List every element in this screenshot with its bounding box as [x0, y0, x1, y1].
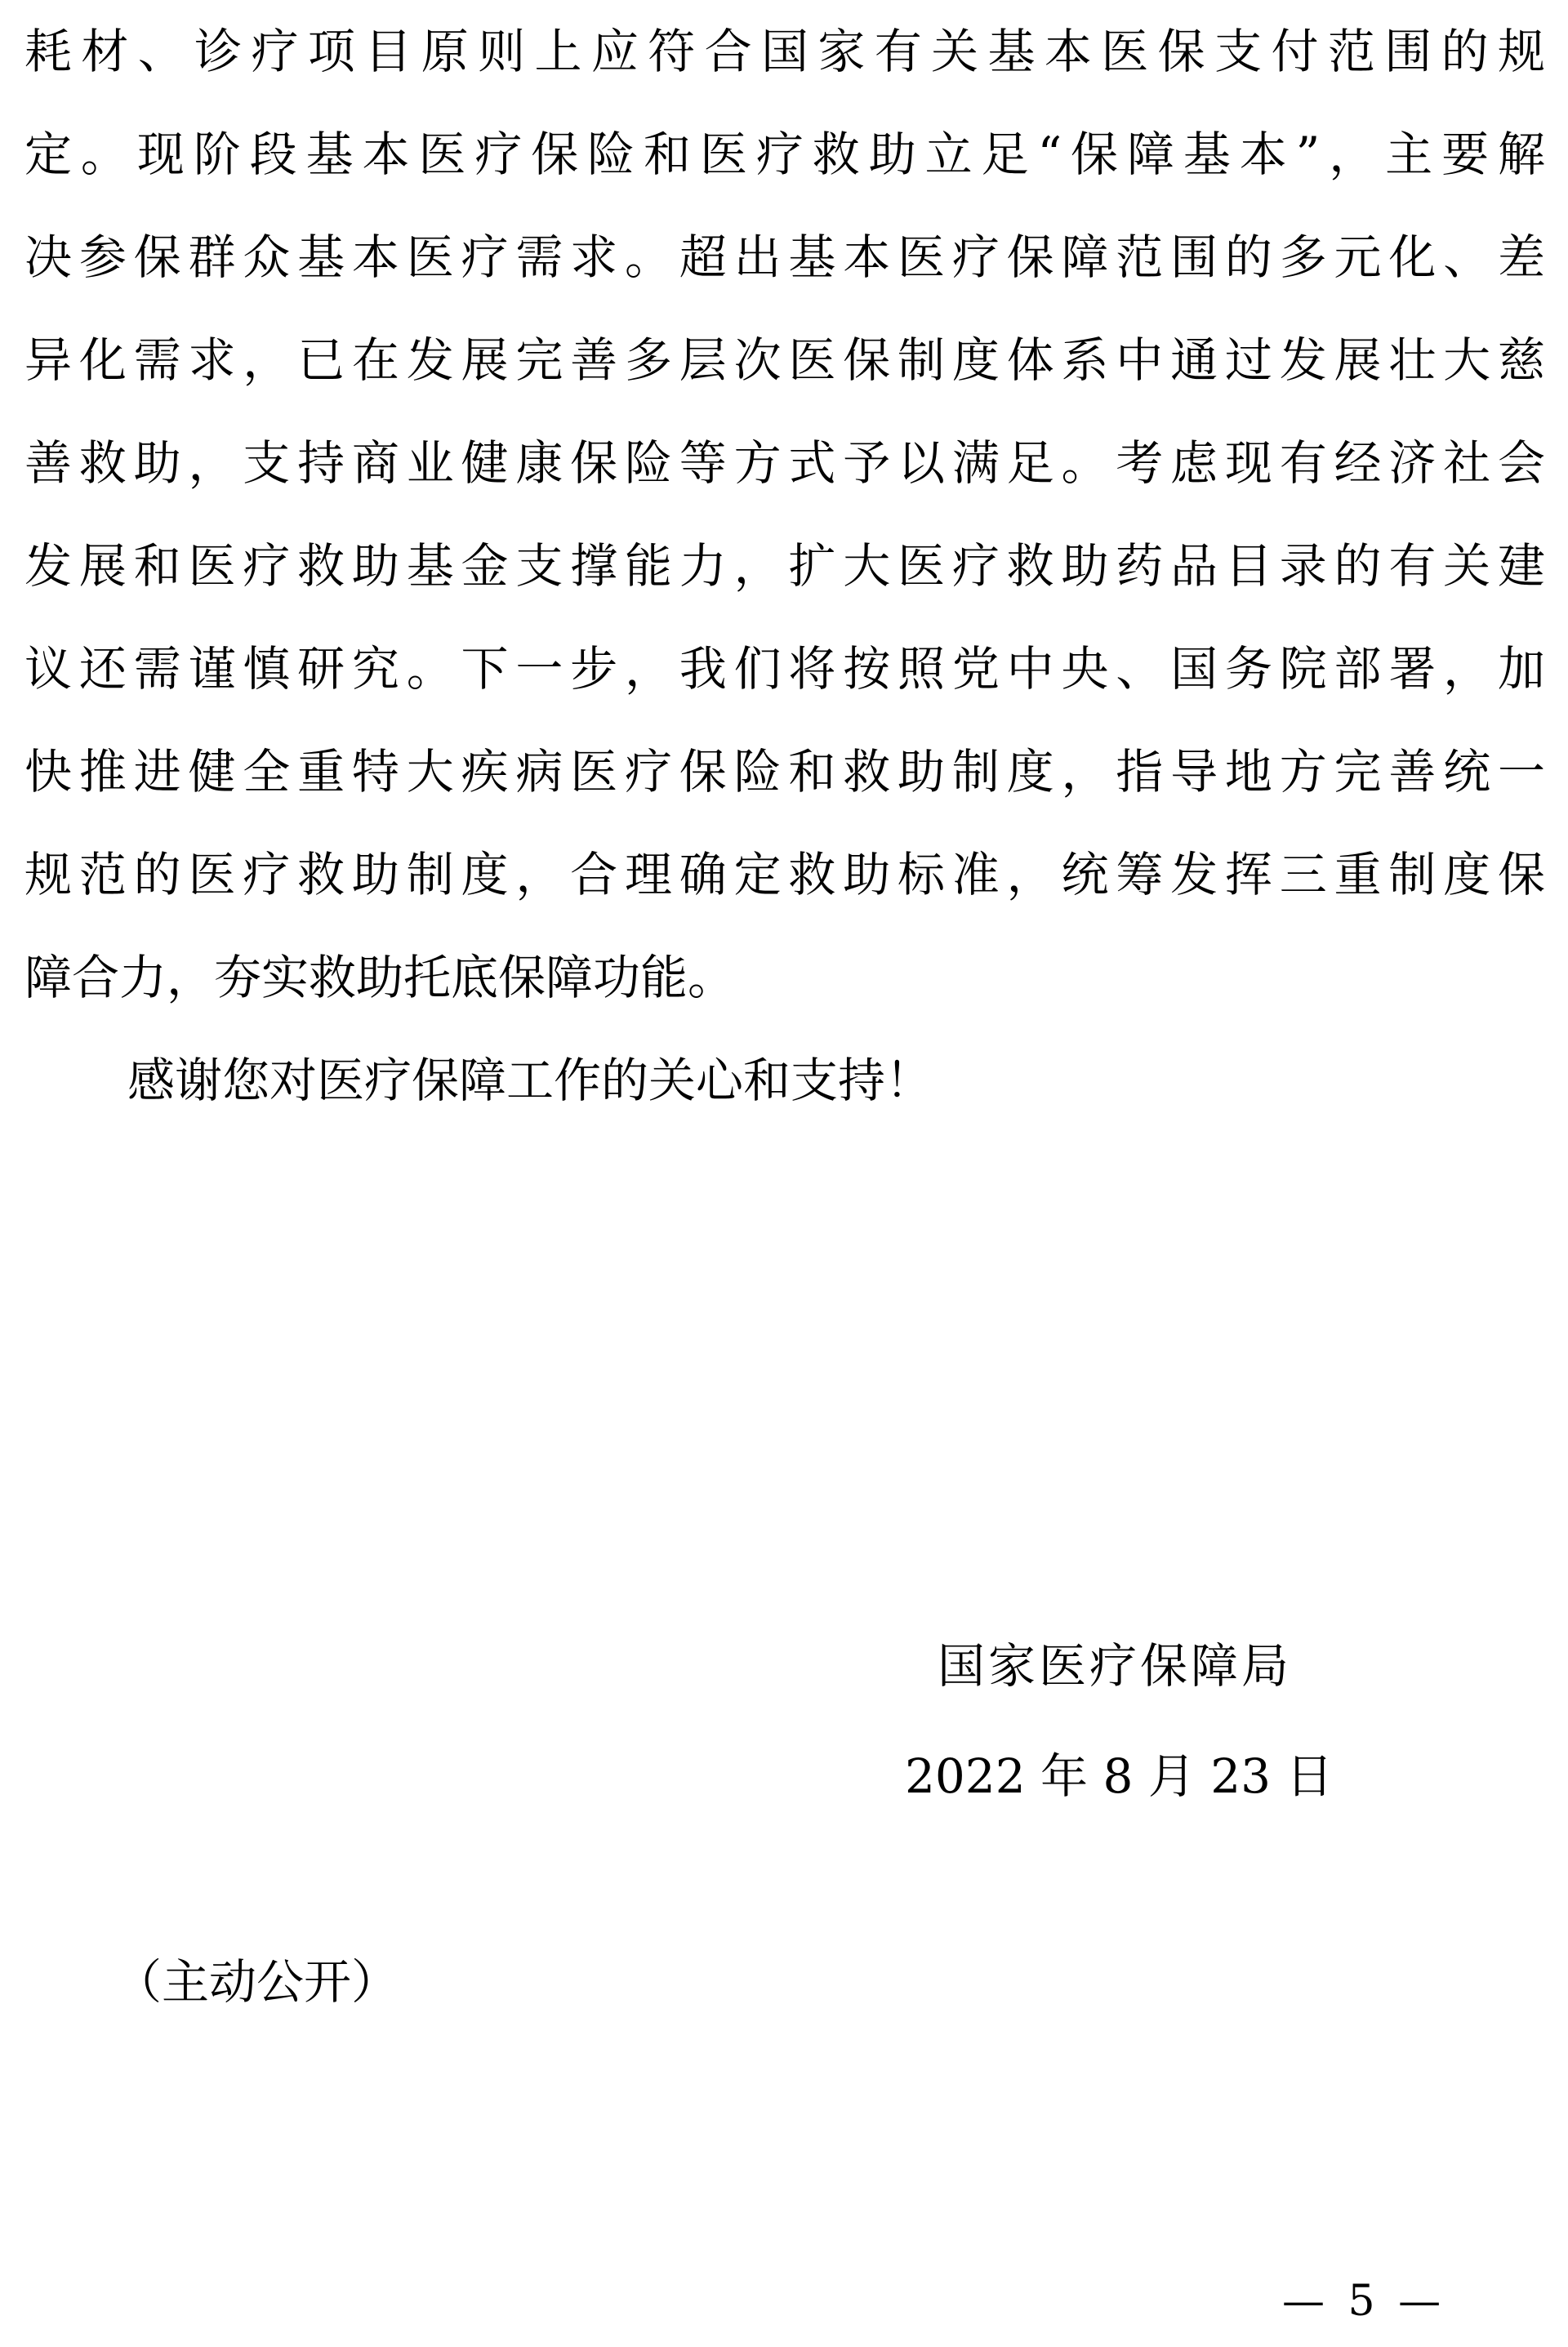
closing-line: 感谢您对医疗保障工作的关心和支持！ — [127, 1053, 933, 1108]
body-line: 善救助，支持商业健康保险等方式予以满足。考虑现有经济社会 — [24, 435, 1545, 491]
page-number: — 5 — — [1282, 2277, 1446, 2326]
body-line: 异化需求，已在发展完善多层次医保制度体系中通过发展壮大慈 — [24, 332, 1545, 388]
body-line: 决参保群众基本医疗需求。超出基本医疗保障范围的多元化、差 — [24, 229, 1545, 285]
body-line: 快推进健全重特大疾病医疗保险和救助制度，指导地方完善统一 — [24, 744, 1545, 799]
body-line: 规范的医疗救助制度，合理确定救助标准，统筹发挥三重制度保 — [24, 847, 1545, 902]
disclosure-note: （主动公开） — [114, 1954, 399, 2010]
body-line: 耗材、诊疗项目原则上应符合国家有关基本医保支付范围的规 — [24, 24, 1545, 79]
body-line: 障合力，夯实救助托底保障功能。 — [24, 950, 736, 1005]
signature-organization: 国家医疗保障局 — [938, 1638, 1293, 1694]
body-line: 定。现阶段基本医疗保险和医疗救助立足“保障基本”，主要解 — [24, 127, 1545, 182]
body-line: 议还需谨慎研究。下一步，我们将按照党中央、国务院部署，加 — [24, 641, 1545, 697]
body-text — [24, 0, 1545, 1132]
signature-date: 2022 年 8 月 23 日 — [905, 1748, 1334, 1804]
body-line: 发展和医疗救助基金支撑能力，扩大医疗救助药品目录的有关建 — [24, 538, 1545, 594]
